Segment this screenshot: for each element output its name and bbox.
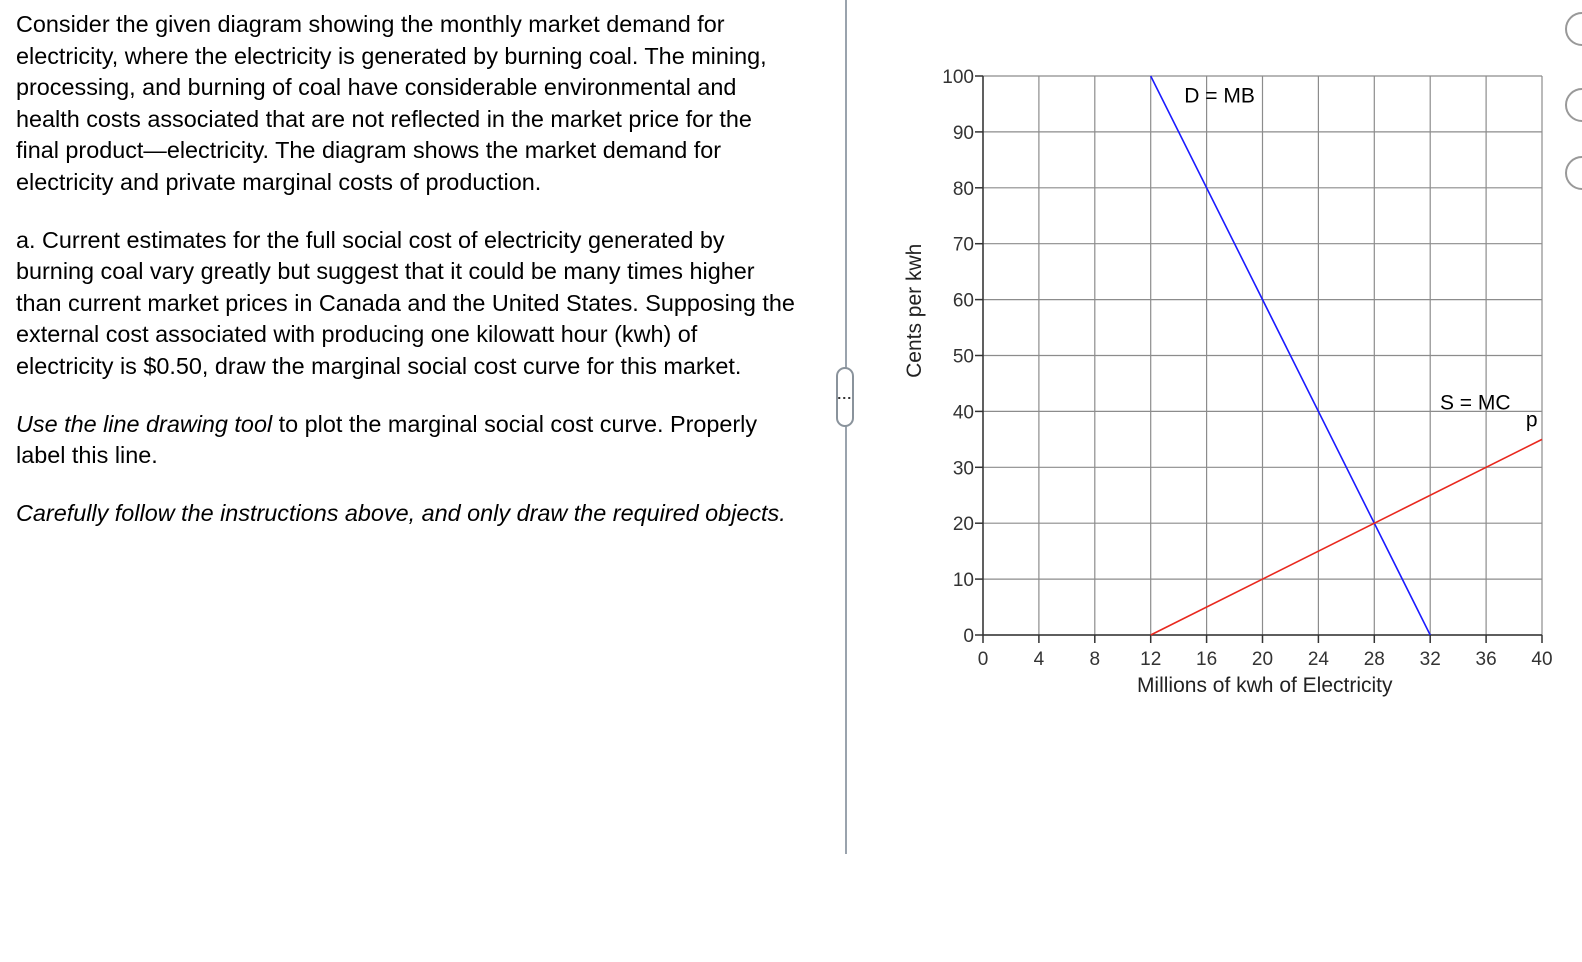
supply-curve-subscript: p [1525,408,1538,432]
x-tick-label: 40 [1531,649,1553,670]
x-tick-label: 28 [1363,649,1385,670]
x-tick-label: 24 [1307,649,1329,670]
x-tick-label: 20 [1251,649,1274,670]
x-tick-label: 36 [1475,649,1497,670]
y-tick-label: 0 [963,626,974,647]
supply-curve-label: S = MC [1439,391,1511,415]
x-tick-label: 16 [1196,649,1218,670]
panel-divider[interactable] [845,0,847,854]
x-tick-label: 32 [1419,649,1441,670]
splitter-handle[interactable] [836,367,854,427]
grid [983,76,1542,635]
caution-instruction [16,498,796,530]
y-tick-label: 10 [952,570,974,592]
y-tick-label: 80 [952,178,974,200]
drag-dots-icon: ⋮ [837,390,853,404]
y-tick-label: 30 [952,458,974,480]
graph-canvas[interactable] [890,55,1570,735]
y-tick-label: 20 [952,514,974,536]
y-tick-label: 90 [952,122,974,144]
y-tick-label: 100 [942,67,974,88]
question-intro: Consider the given diagram showing the monthly market demand for electricity, where the electricity is generated by burning coal. The mining, processing, and burning of coal have considerable environmental and health costs associated that are not reflected in the market price for the final product—electricity. The diagram shows the market demand for electricity and private marginal costs of production. [16,11,767,195]
question-part-a: a. Current estimates for the full social cost of electricity generated by burning coal vary greatly but suggest that it could be many times higher than current market prices in Canada and the United States. Supposing the external cost associated with producing one kilowatt hour (kwh) of electricity is $0.50, draw the marginal social cost curve for this market. [16,226,795,379]
tool-instruction-rest: to plot the marginal social cost curve. Properly label this line. [16,410,758,469]
y-tick-label: 70 [952,234,974,256]
x-tick-label: 8 [1089,649,1101,670]
x-tick-label: 4 [1033,649,1045,670]
caution-text: Carefully follow the instructions above, and only draw the required objects. [16,499,786,526]
tool-instruction-italic: Use the line drawing tool [16,410,273,437]
x-axis-title: Millions of kwh of Electricity [1136,674,1393,697]
y-tick-label: 50 [952,346,974,368]
x-tick-label: 12 [1140,649,1162,670]
demand-curve-label: D = MB [1184,84,1255,108]
labels [903,84,1538,697]
tool-instruction [16,409,796,472]
question-panel [16,9,796,529]
side-control-1[interactable] [1565,12,1582,46]
x-tick-label: 0 [977,649,989,670]
y-tick-label: 40 [952,402,974,424]
y-axis-title: Cents per kwh [903,243,926,378]
y-tick-label: 60 [952,290,974,312]
